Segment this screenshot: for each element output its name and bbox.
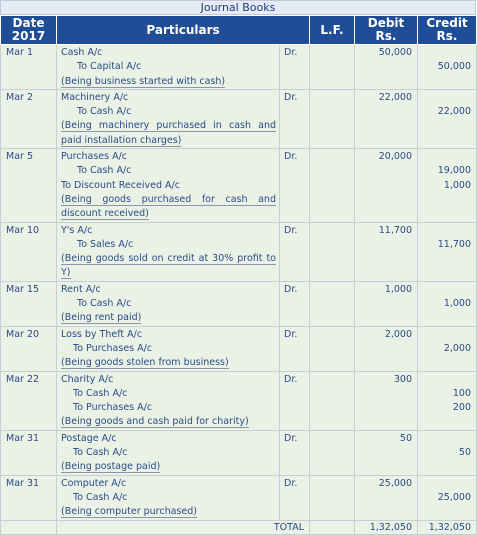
credit-account: To Cash A/c (73, 491, 128, 503)
credit-amount (418, 281, 477, 326)
narration-text: (Being postage paid) (61, 461, 161, 473)
entry-particulars (57, 45, 280, 90)
dr-marker: Dr. (280, 149, 310, 222)
entry-date: Mar 20 (1, 326, 57, 371)
debit-account: Purchases A/c (61, 151, 128, 163)
entry-particulars (57, 371, 280, 430)
credit-value: 19,000 (437, 165, 472, 177)
lf-cell (310, 371, 355, 430)
narration (61, 311, 276, 325)
dr-marker: Dr. (280, 281, 310, 326)
total-credit: 1,32,050 (418, 520, 477, 534)
lf-cell (310, 89, 355, 148)
debit-amount: 2,000 (355, 326, 418, 371)
debit-account: Charity A/c (61, 373, 114, 385)
debit-account: Loss by Theft A/c (61, 328, 143, 340)
narration-text: (Being goods and cash paid for charity) (61, 416, 249, 428)
journal-entry-row (1, 45, 477, 90)
narration (61, 119, 276, 148)
debit-account: Postage A/c (61, 432, 117, 444)
entry-particulars (57, 281, 280, 326)
credit-value: 200 (452, 402, 472, 414)
credit-value: 1,000 (443, 298, 472, 310)
entry-particulars (57, 149, 280, 222)
total-debit: 1,32,050 (355, 520, 418, 534)
journal-entry-row (1, 222, 477, 281)
lf-cell (310, 45, 355, 90)
debit-account: Machinery A/c (61, 91, 129, 103)
credit-account: To Sales A/c (77, 238, 134, 250)
debit-amount: 1,000 (355, 281, 418, 326)
credit-value: 100 (452, 387, 472, 399)
credit-value: 50,000 (437, 61, 472, 73)
credit-value: 11,700 (437, 238, 472, 250)
journal-entry-row (1, 326, 477, 371)
debit-amount: 20,000 (355, 149, 418, 222)
narration-text: (Being computer purchased) (61, 506, 197, 518)
dr-marker: Dr. (280, 45, 310, 90)
narration-text: (Being business started with cash) (61, 75, 226, 87)
lf-cell (310, 222, 355, 281)
debit-amount: 50 (355, 430, 418, 475)
credit-account: To Cash A/c (77, 298, 132, 310)
credit-account: To Purchases A/c (73, 342, 153, 354)
journal-entry-row (1, 371, 477, 430)
debit-account: Computer A/c (61, 477, 127, 489)
credit-amount (418, 371, 477, 430)
credit-account: To Purchases A/c (73, 402, 153, 414)
narration (61, 356, 276, 370)
narration (61, 460, 276, 474)
entry-date: Mar 15 (1, 281, 57, 326)
credit-amount (418, 149, 477, 222)
header-date: Date 2017 (1, 16, 57, 45)
dr-marker: Dr. (280, 371, 310, 430)
total-lf-cell (310, 520, 355, 534)
narration (61, 75, 276, 89)
debit-amount: 25,000 (355, 475, 418, 520)
dr-marker: Dr. (280, 89, 310, 148)
lf-cell (310, 281, 355, 326)
entry-particulars (57, 430, 280, 475)
sheet-title: Journal Books (0, 0, 476, 15)
narration (61, 193, 276, 222)
dr-marker: Dr. (280, 475, 310, 520)
journal-entry-row (1, 430, 477, 475)
total-label: TOTAL (57, 520, 310, 534)
credit-amount (418, 430, 477, 475)
header-lf: L.F. (310, 16, 355, 45)
debit-account: Cash A/c (61, 47, 103, 58)
narration-text: (Being rent paid) (61, 312, 142, 324)
debit-amount: 300 (355, 371, 418, 430)
lf-cell (310, 430, 355, 475)
dr-marker: Dr. (280, 430, 310, 475)
narration (61, 252, 276, 281)
debit-account: Y's A/c (61, 224, 93, 236)
lf-cell (310, 326, 355, 371)
credit-account: To Discount Received A/c (61, 179, 180, 191)
credit-value: 1,000 (443, 179, 472, 191)
entry-date: Mar 22 (1, 371, 57, 430)
entry-date: Mar 10 (1, 222, 57, 281)
credit-value: 2,000 (443, 342, 472, 354)
entry-particulars (57, 222, 280, 281)
entry-date: Mar 2 (1, 89, 57, 148)
credit-amount (418, 326, 477, 371)
entry-date: Mar 5 (1, 149, 57, 222)
header-credit: Credit Rs. (418, 16, 477, 45)
journal-entry-row (1, 149, 477, 222)
entry-particulars (57, 475, 280, 520)
lf-cell (310, 149, 355, 222)
debit-account: Rent A/c (61, 283, 101, 295)
credit-value: 50 (458, 447, 472, 459)
header-row (1, 16, 477, 45)
entry-particulars (57, 89, 280, 148)
credit-account: To Capital A/c (77, 61, 142, 73)
dr-marker: Dr. (280, 326, 310, 371)
debit-amount: 22,000 (355, 89, 418, 148)
total-date-cell (1, 520, 57, 534)
journal-body (1, 45, 477, 535)
total-row (1, 520, 477, 534)
entry-date: Mar 1 (1, 45, 57, 90)
journal-entry-row (1, 475, 477, 520)
narration-text: (Being goods stolen from business) (61, 357, 229, 369)
credit-amount (418, 45, 477, 90)
lf-cell (310, 475, 355, 520)
debit-amount: 50,000 (355, 45, 418, 90)
narration-text: (Being machinery purchased in cash and paid installation charges) (61, 120, 276, 146)
credit-amount (418, 475, 477, 520)
narration-text: (Being goods sold on credit at 30% profit to Y) (61, 253, 276, 279)
credit-account: To Cash A/c (73, 387, 128, 399)
entry-particulars (57, 326, 280, 371)
journal-entry-row (1, 89, 477, 148)
credit-value: 25,000 (437, 491, 472, 503)
credit-account: To Cash A/c (73, 447, 128, 459)
dr-marker: Dr. (280, 222, 310, 281)
narration (61, 505, 276, 519)
credit-amount (418, 89, 477, 148)
header-debit: Debit Rs. (355, 16, 418, 45)
credit-amount (418, 222, 477, 281)
credit-account: To Cash A/c (77, 165, 132, 177)
credit-account: To Cash A/c (77, 106, 132, 118)
journal-entry-row (1, 281, 477, 326)
narration (61, 415, 276, 429)
narration-text: (Being goods purchased for cash and discount received) (61, 193, 276, 220)
entry-date: Mar 31 (1, 430, 57, 475)
credit-value: 22,000 (437, 106, 472, 118)
journal-table (0, 15, 477, 535)
header-particulars: Particulars (57, 16, 310, 45)
debit-amount: 11,700 (355, 222, 418, 281)
entry-date: Mar 31 (1, 475, 57, 520)
